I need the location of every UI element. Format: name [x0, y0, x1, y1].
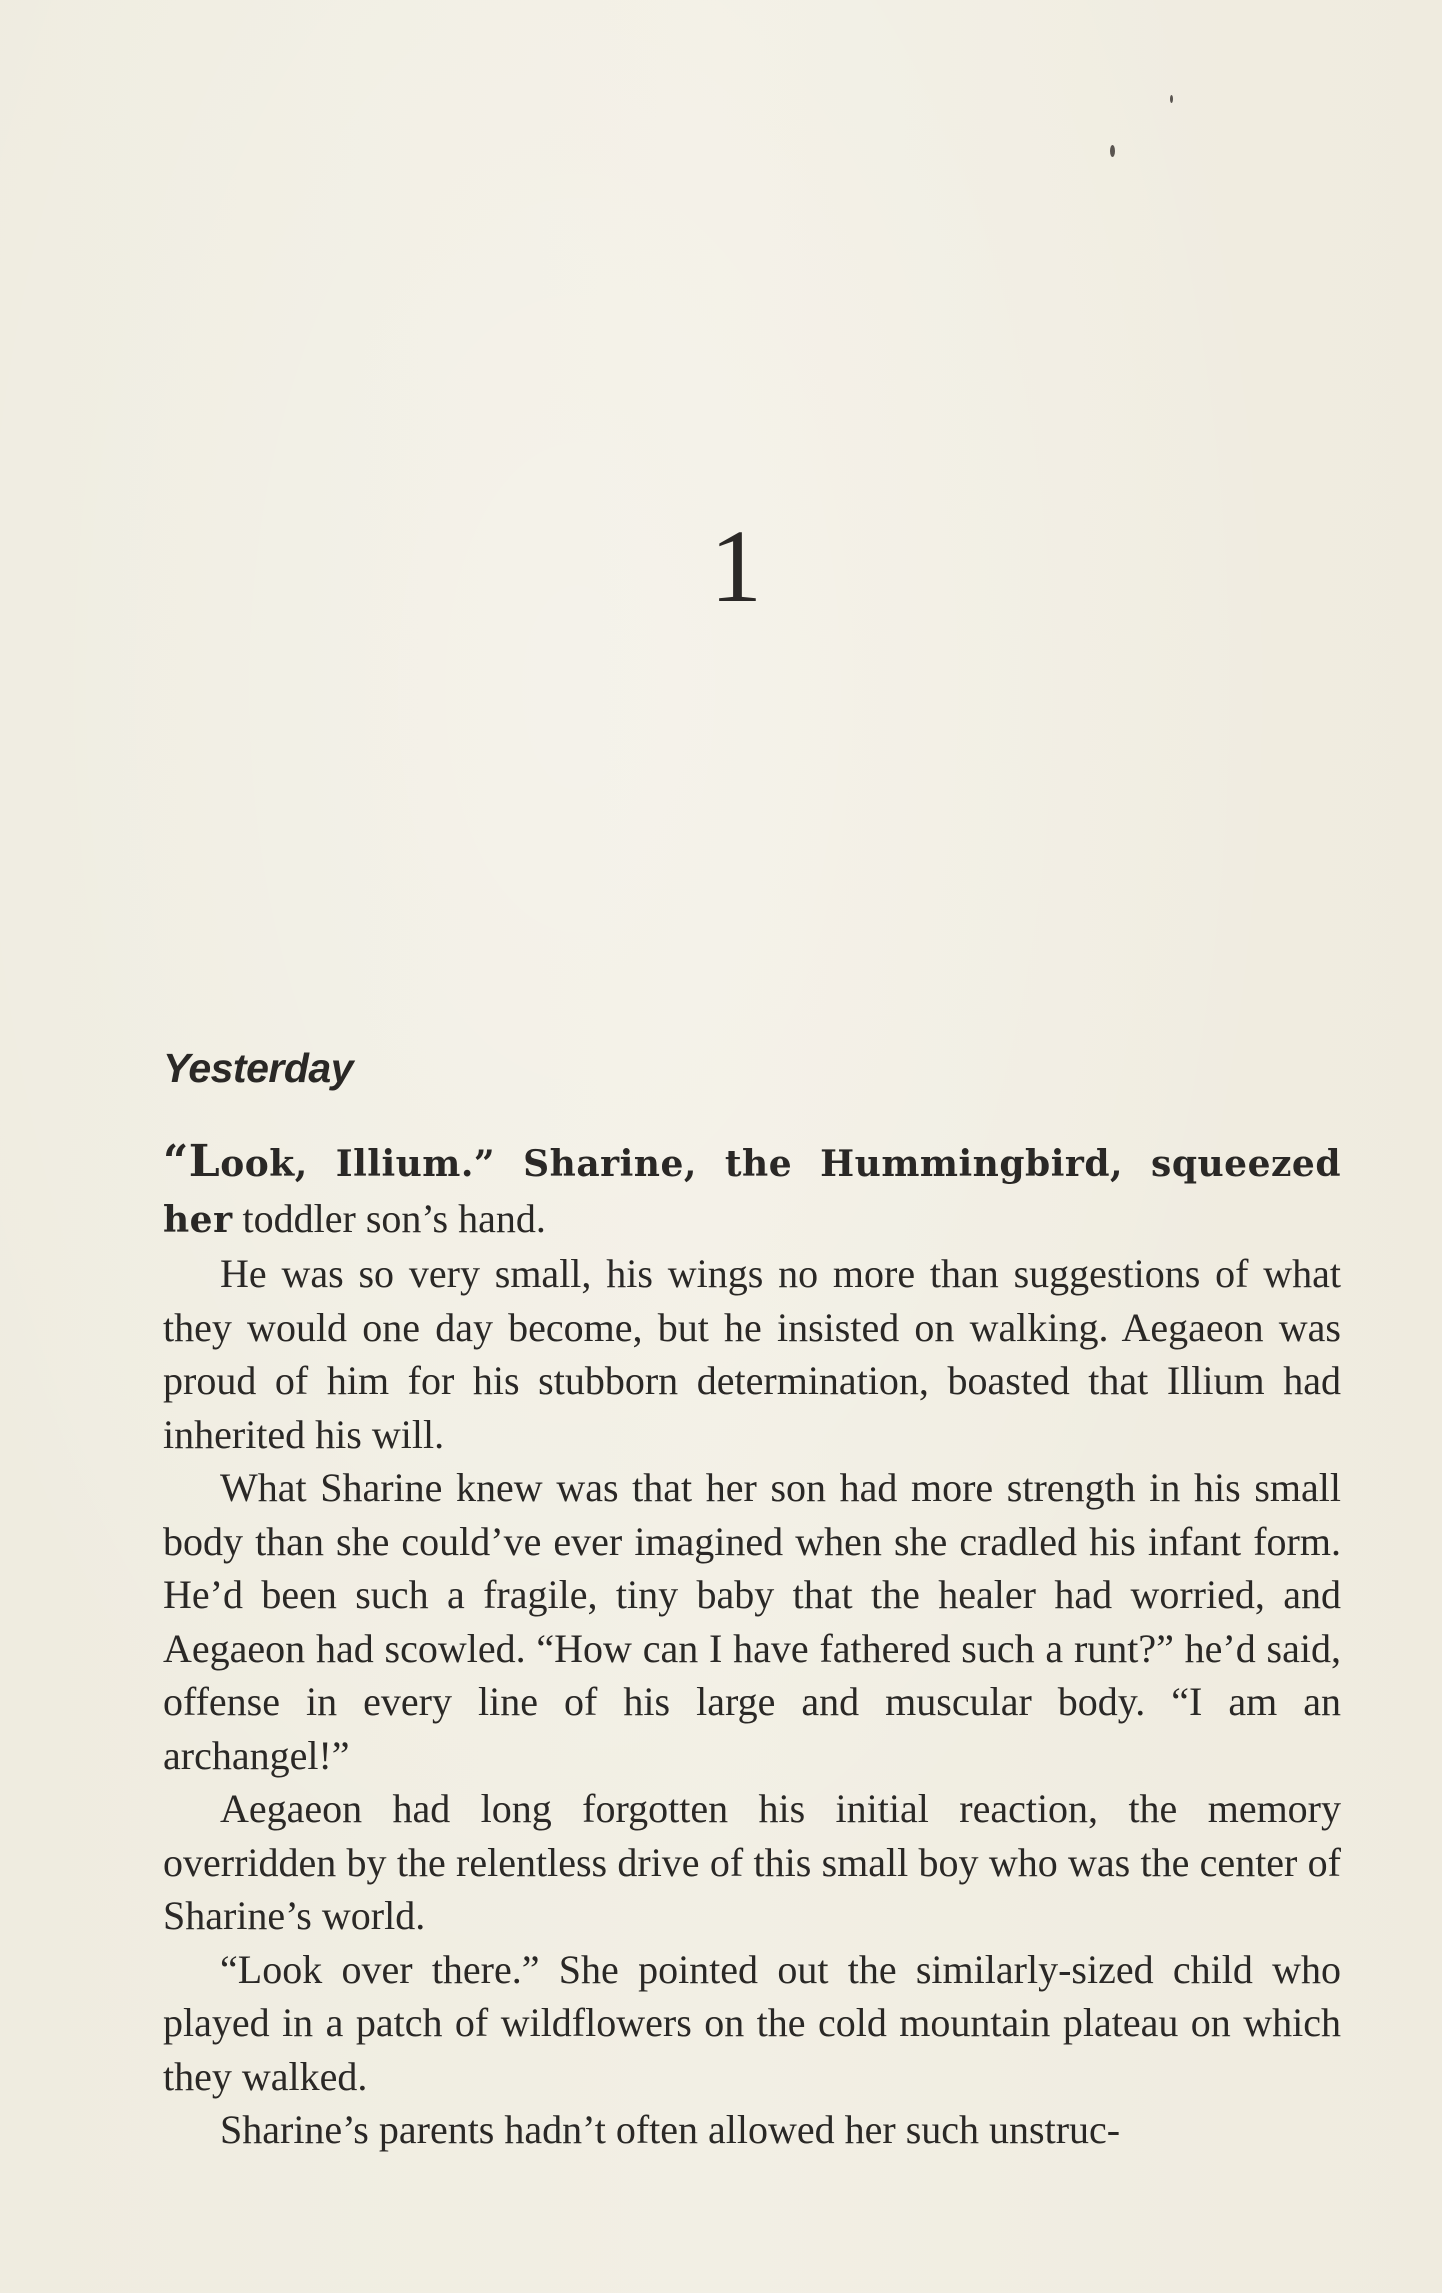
- ink-speck: [1110, 145, 1115, 157]
- paragraph: “Look over there.” She pointed out the similarly-sized child who played in a patch of wildflowers on the cold mountain plateau on which they walked.: [163, 1946, 1341, 2099]
- paragraph: What Sharine knew was that her son had more strength in his small body than she could’ve ever imagined when she cradled his infant form. He’d been such a fragile, tiny baby that the healer had worried, and Aegaeon had scowled. “How can I have fathered such a runt?” he’d said, offense in every line of his large and muscular body. “I am an archangel!”: [163, 1465, 1341, 1778]
- chapter-number: 1: [710, 509, 762, 624]
- paragraph: [163, 1135, 1341, 1247]
- paragraph: Aegaeon had long forgotten his initial reaction, the memory overridden by the relentless drive of this small boy who was the center of Sharine’s world.: [163, 1786, 1341, 1938]
- ink-speck: [1170, 95, 1173, 103]
- lead-in-text: ook, Illium.” Sharine, the Hummingbird, squeezed her: [163, 1143, 1341, 1241]
- lead-in-initial: “L: [163, 1136, 221, 1187]
- paragraph-continuation: toddler son’s hand.: [232, 1195, 546, 1241]
- paragraph: He was so very small, his wings no more than suggestions of what they would one day become, but he insisted on walking. Aegaeon was proud of him for his stubborn determination, boasted that Illium had inherited his will.: [163, 1251, 1341, 1457]
- paragraph: Sharine’s parents hadn’t often allowed her such unstruc-: [220, 2107, 1121, 2152]
- section-heading: Yesterday: [163, 1045, 353, 1091]
- chapter-text: [163, 1135, 1341, 2157]
